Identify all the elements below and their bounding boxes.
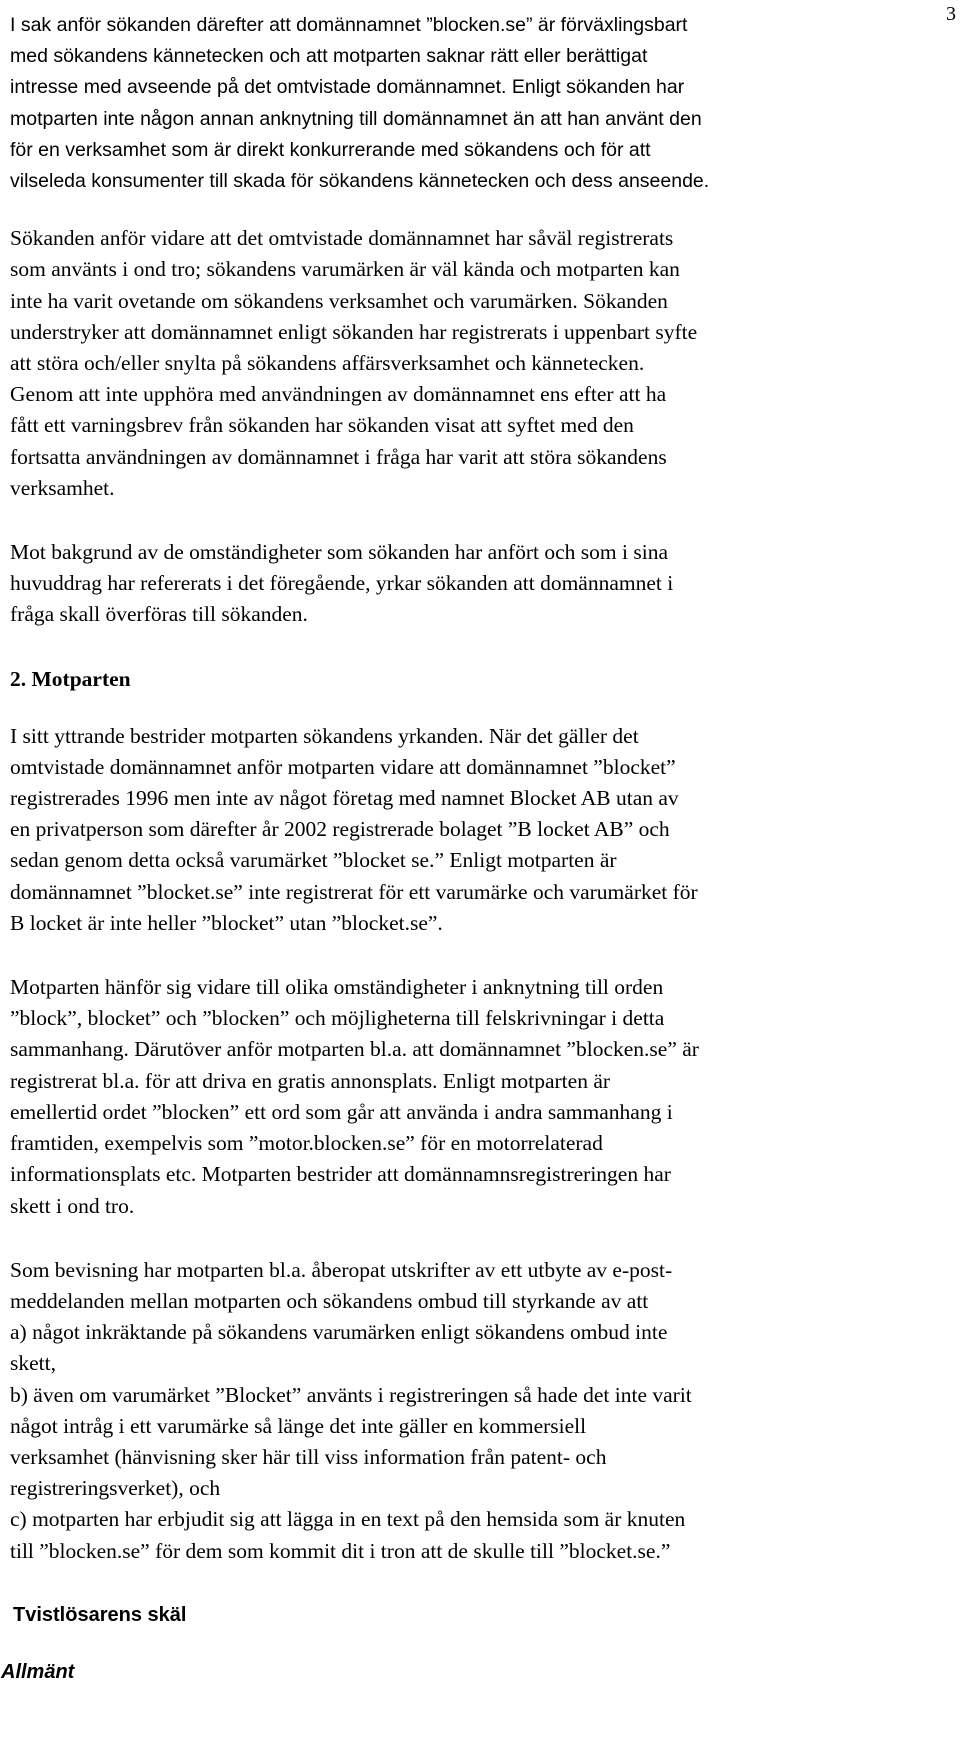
text-line: med sökandens kännetecken och att motparten saknar rätt eller berättigat <box>10 45 648 68</box>
paragraph-bad-faith <box>10 223 910 504</box>
subsection-heading-allmant: Allmänt <box>1 1660 75 1683</box>
text-line: skett, <box>10 1351 56 1376</box>
text-line: att störa och/eller snylta på sökandens affärsverksamhet och kännetecken. <box>10 351 645 376</box>
text-line: inte ha varit ovetande om sökandens verksamhet och varumärken. Sökanden <box>10 288 668 313</box>
text-line: sedan genom detta också varumärket ”blocket se.” Enligt motparten är <box>10 848 617 873</box>
paragraph-claim-confusion <box>10 10 910 197</box>
text-line: till ”blocken.se” för dem som kommit dit i tron att de skulle till ”blocket.se.” <box>10 1538 671 1563</box>
text-line: a) något inkräktande på sökandens varumärken enligt sökandens ombud inte <box>10 1320 668 1345</box>
text-line: understryker att domännamnet enligt sökanden har registrerats i uppenbart syfte <box>10 319 698 344</box>
text-line: B locket är inte heller ”blocket” utan ”blocket.se”. <box>10 910 443 935</box>
text-line: Genom att inte upphöra med användningen av domännamnet ens efter att ha <box>10 382 667 407</box>
text-line: omtvistade domännamnet anför motparten vidare att domännamnet ”blocket” <box>10 754 676 779</box>
text-line: I sitt yttrande bestrider motparten sökandens yrkanden. När det gäller det <box>10 723 639 748</box>
text-line: registreringsverket), och <box>10 1476 221 1501</box>
text-line: verksamhet. <box>10 475 115 500</box>
section-heading-tvistlosarens-skal: Tvistlösarens skäl <box>13 1603 187 1626</box>
paragraph-respondent-reply <box>10 721 910 939</box>
text-line: Mot bakgrund av de omständigheter som sökanden har anfört och som i sina <box>10 540 668 565</box>
text-line: domännamnet ”blocket.se” inte registrerat för ett varumärke och varumärket för <box>10 879 698 904</box>
section-heading-motparten: 2. Motparten <box>10 666 131 691</box>
text-line: vilseleda konsumenter till skada för sökandens kännetecken och dess anseende. <box>10 170 710 193</box>
text-line: intresse med avseende på det omtvistade domännamnet. Enligt sökanden har <box>10 76 685 99</box>
text-line: emellertid ordet ”blocken” ett ord som går att använda i andra sammanhang i <box>10 1099 673 1124</box>
text-line: Sökanden anför vidare att det omtvistade domännamnet har såväl registrerats <box>10 226 674 251</box>
text-line: huvuddrag har refererats i det föregående, yrkar sökanden att domännamnet i <box>10 571 674 596</box>
text-line: en privatperson som därefter år 2002 registrerade bolaget ”B locket AB” och <box>10 817 670 842</box>
text-line: för en verksamhet som är direkt konkurrerande med sökandens och för att <box>10 138 651 161</box>
text-line: framtiden, exempelvis som ”motor.blocken.se” för en motorrelaterad <box>10 1131 603 1156</box>
text-line: ”block”, blocket” och ”blocken” och möjligheterna till felskrivningar i detta <box>10 1006 665 1031</box>
paragraph-evidence <box>10 1255 910 1567</box>
text-line: motparten inte någon annan anknytning till domännamnet än att han använt den <box>10 107 702 130</box>
text-line: meddelanden mellan motparten och sökandens ombud till styrkande av att <box>10 1288 649 1313</box>
paragraph-claim-summary <box>10 537 910 631</box>
paragraph-respondent-circumstances <box>10 972 910 1222</box>
page-number: 3 <box>946 3 956 25</box>
text-line: något intråg i ett varumärke så länge det inte gäller en kommersiell <box>10 1413 587 1438</box>
text-line: registrerat bl.a. för att driva en gratis annonsplats. Enligt motparten är <box>10 1068 611 1093</box>
text-line: b) även om varumärket ”Blocket” använts i registreringen så hade det inte varit <box>10 1382 692 1407</box>
document-body <box>1 10 910 1687</box>
text-line: sammanhang. Därutöver anför motparten bl.a. att domännamnet ”blocken.se” är <box>10 1037 699 1062</box>
text-line: som använts i ond tro; sökandens varumärken är väl kända och motparten kan <box>10 257 680 282</box>
text-line: Motparten hänför sig vidare till olika omständigheter i anknytning till orden <box>10 975 664 1000</box>
text-line: I sak anför sökanden därefter att domännamnet ”blocken.se” är förväxlingsbart <box>10 14 688 36</box>
text-line: registrerades 1996 men inte av något företag med namnet Blocket AB utan av <box>10 786 679 811</box>
text-line: skett i ond tro. <box>10 1193 135 1218</box>
text-line: fortsatta användningen av domännamnet i fråga har varit att störa sökandens <box>10 444 667 469</box>
text-line: Som bevisning har motparten bl.a. åberopat utskrifter av ett utbyte av e-post- <box>10 1257 673 1282</box>
text-line: verksamhet (hänvisning sker här till viss information från patent- och <box>10 1444 607 1469</box>
text-line: fråga skall överföras till sökanden. <box>10 602 308 627</box>
text-line: informationsplats etc. Motparten bestrider att domännamnsregistreringen har <box>10 1162 671 1187</box>
text-line: fått ett varningsbrev från sökanden har sökanden visat att syftet med den <box>10 413 634 438</box>
text-line: c) motparten har erbjudit sig att lägga in en text på den hemsida som är knuten <box>10 1507 686 1532</box>
